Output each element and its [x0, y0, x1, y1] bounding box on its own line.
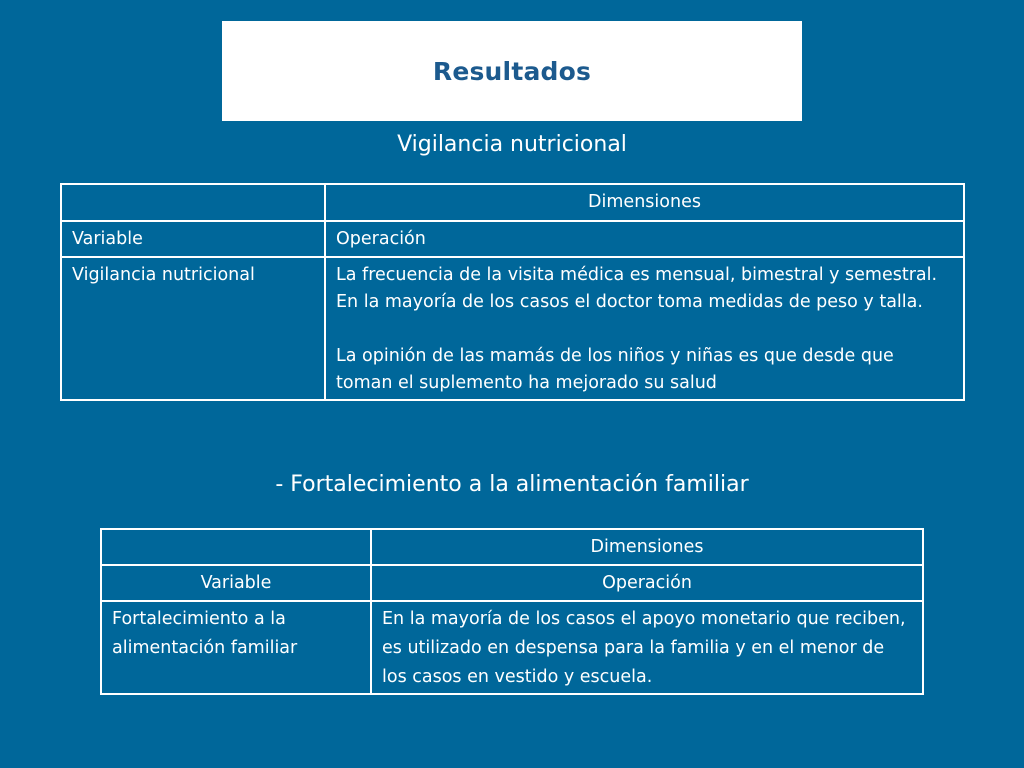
column-header-variable: Variable	[101, 565, 371, 601]
table-header-row	[101, 529, 923, 565]
table-header-dimensiones: Dimensiones	[325, 184, 964, 221]
table-column-header-row	[61, 221, 964, 257]
table-empty-header-cell	[101, 529, 371, 565]
title-box	[222, 21, 802, 121]
cell-operacion	[325, 257, 964, 400]
table-empty-header-cell	[61, 184, 325, 221]
table-column-header-row	[101, 565, 923, 601]
operacion-paragraph-2: La opinión de las mamás de los niños y niñas es que desde que toman el suplemento ha mejorado su salud	[336, 346, 894, 393]
table-row	[61, 257, 964, 400]
operacion-paragraph-1: La frecuencia de la visita médica es mensual, bimestral y semestral. En la mayoría de los casos el doctor toma medidas de peso y talla.	[336, 265, 938, 312]
table-fortalecimiento-alimentacion	[100, 528, 924, 695]
table-row	[101, 601, 923, 694]
slide-title: Resultados	[432, 56, 592, 86]
table-vigilancia-nutricional	[60, 183, 965, 401]
column-header-variable: Variable	[61, 221, 325, 257]
section-heading-fortalecimiento: - Fortalecimiento a la alimentación familiar	[275, 472, 749, 497]
column-header-operacion: Operación	[371, 565, 923, 601]
cell-variable: Vigilancia nutricional	[61, 257, 325, 400]
section-heading-vigilancia: Vigilancia nutricional	[397, 132, 627, 157]
table-header-row	[61, 184, 964, 221]
cell-operacion: En la mayoría de los casos el apoyo monetario que reciben, es utilizado en despensa para la familia y en el menor de los casos en vestido y escuela.	[371, 601, 923, 694]
table-header-dimensiones: Dimensiones	[371, 529, 923, 565]
cell-variable: Fortalecimiento a la alimentación familiar	[101, 601, 371, 694]
column-header-operacion: Operación	[325, 221, 964, 257]
